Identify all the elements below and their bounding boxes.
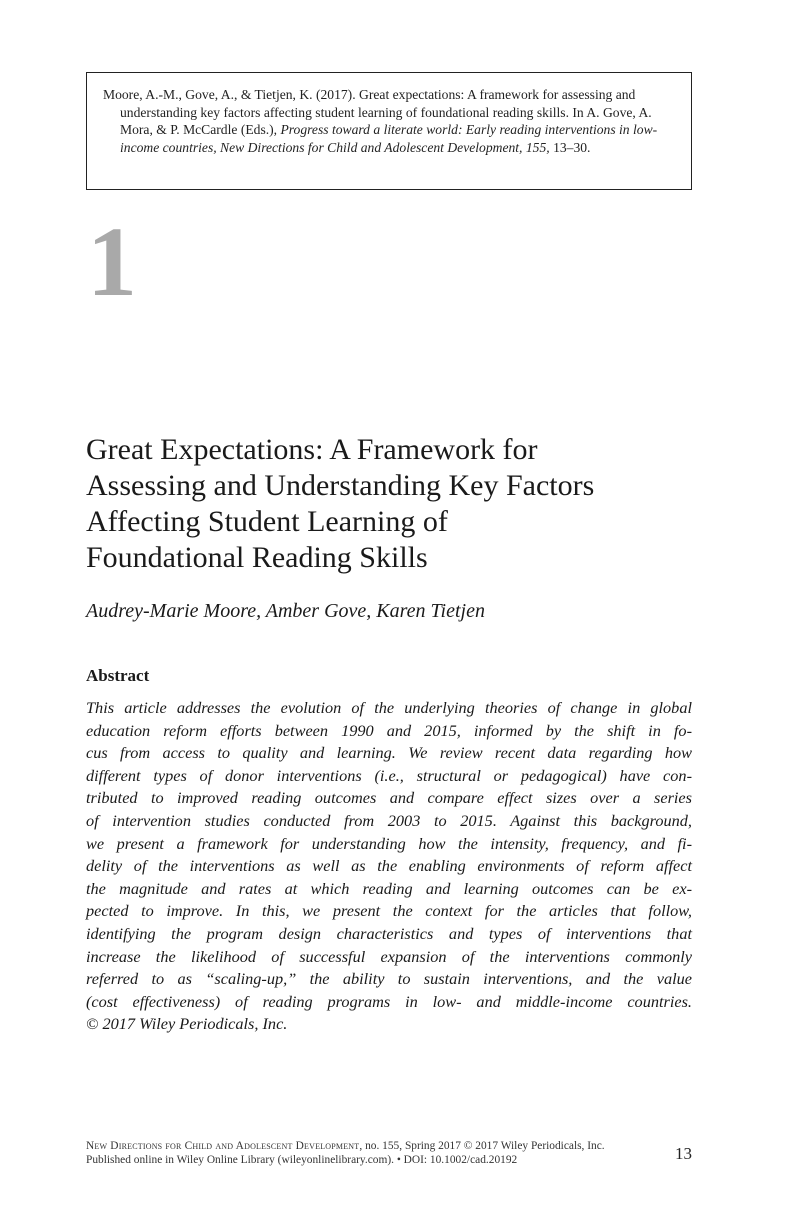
page-footer bbox=[86, 1139, 692, 1167]
title-line: Assessing and Understanding Key Factors bbox=[86, 469, 595, 502]
footer-issue: , no. 155, Spring 2017 © 2017 Wiley Periodicals, Inc. bbox=[359, 1140, 605, 1152]
title-line: Foundational Reading Skills bbox=[86, 541, 428, 574]
abstract-line: increase the likelihood of successful expansion of the interventions commonly bbox=[86, 946, 692, 966]
abstract-line: different types of donor interventions (i.e., structural or pedagogical) have con- bbox=[86, 765, 692, 785]
footer-published: Published online in Wiley Online Library (wileyonlinelibrary.com). • DOI: 10.1002/cad.20192 bbox=[86, 1154, 518, 1166]
abstract-line: This article addresses the evolution of the underlying theories of change in global bbox=[86, 698, 692, 717]
abstract-line: education reform efforts between 1990 and 2015, informed by the shift in fo- bbox=[86, 720, 692, 740]
abstract-body bbox=[86, 697, 692, 1036]
footer-journal: New Directions for Child and Adolescent Development bbox=[86, 1140, 360, 1152]
abstract-line: pected to improve. In this, we present the context for the articles that follow, bbox=[86, 901, 692, 921]
abstract-line: tributed to improved reading outcomes and compare effect sizes over a series bbox=[86, 788, 692, 808]
abstract-line: of intervention studies conducted from 2003 to 2015. Against this background, bbox=[86, 810, 692, 830]
abstract-heading: Abstract bbox=[86, 666, 150, 685]
title-line: Great Expectations: A Framework for bbox=[86, 433, 538, 466]
citation-box bbox=[86, 72, 692, 190]
footer-journal-line bbox=[86, 1139, 692, 1153]
abstract-line: identifying the program design characteristics and types of interventions that bbox=[86, 923, 692, 943]
abstract-line: (cost effectiveness) of reading programs in low- and middle-income countries. bbox=[86, 991, 692, 1011]
title-line: Affecting Student Learning of bbox=[86, 505, 448, 538]
citation-article: Great expectations: A framework for assessing and understanding key factors affecting student learning of foundational reading skills. In A. Gove, A. Mora, & P. McCardle (Eds.), bbox=[120, 87, 652, 137]
abstract-line: we present a framework for understanding how the intensity, frequency, and fi- bbox=[86, 833, 692, 853]
citation-authors: Moore, A.-M., Gove, A., & Tietjen, K. (2017). bbox=[103, 87, 356, 102]
abstract-copyright-line: © 2017 Wiley Periodicals, Inc. bbox=[86, 1014, 288, 1034]
abstract-line: the magnitude and rates at which reading and learning outcomes can be ex- bbox=[86, 878, 692, 898]
citation-book-title: Progress toward a literate world: Early reading interventions in low-income countries, New Directions for Child and Adolescent Development, 155, bbox=[120, 122, 658, 155]
chapter-number: 1 bbox=[87, 206, 137, 317]
citation-text bbox=[103, 86, 677, 156]
article-title bbox=[86, 432, 726, 576]
authors: Audrey-Marie Moore, Amber Gove, Karen Tietjen bbox=[86, 600, 485, 622]
citation-pages: 13–30. bbox=[553, 139, 591, 155]
page-number: 13 bbox=[675, 1144, 692, 1163]
abstract-line: referred to as “scaling-up,” the ability to sustain interventions, and the value bbox=[86, 969, 692, 989]
abstract-line: delity of the interventions as well as the enabling environments of reform affect bbox=[86, 856, 692, 876]
abstract-line: cus from access to quality and learning. We review recent data regarding how bbox=[86, 743, 692, 763]
